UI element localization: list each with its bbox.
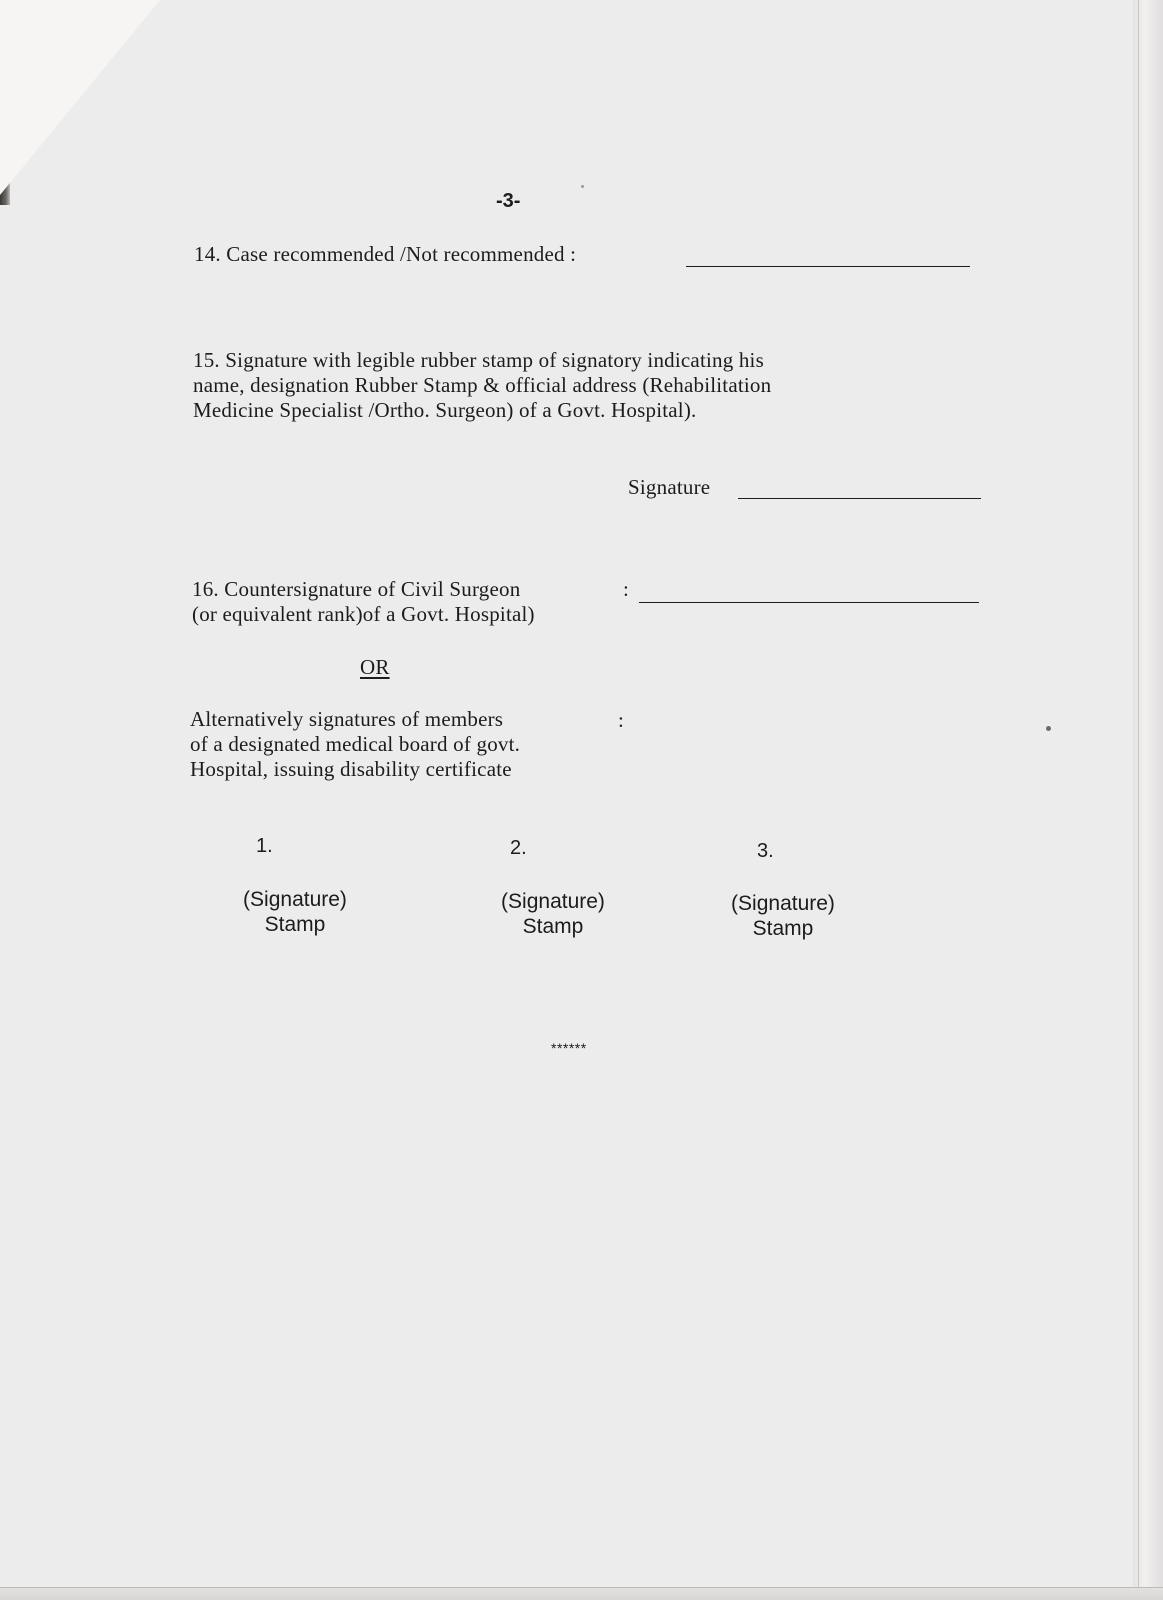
- stamp-placeholder: Stamp: [264, 913, 326, 936]
- member-number: 1.: [256, 835, 273, 857]
- member-number: 2.: [510, 837, 527, 859]
- item-16-colon: :: [623, 577, 630, 601]
- item-15-line: 15. Signature with legible rubber stamp of signatory indicating his: [193, 348, 764, 372]
- page-edge-line: [1138, 0, 1139, 1600]
- item-16-line: (or equivalent rank)of a Govt. Hospital): [192, 602, 535, 626]
- alternative-colon: :: [618, 708, 625, 732]
- stamp-placeholder: Stamp: [522, 915, 584, 938]
- item-14-label: 14. Case recommended /Not recommended :: [194, 242, 577, 266]
- item-14-answer-line: [686, 266, 970, 267]
- item-16-line: 16. Countersignature of Civil Surgeon: [192, 577, 521, 601]
- alternative-line: Hospital, issuing disability certificate: [190, 757, 512, 781]
- end-of-document-mark: ******: [551, 1040, 587, 1056]
- alternative-line: of a designated medical board of govt.: [190, 732, 521, 756]
- signature-placeholder: (Signature): [731, 892, 835, 915]
- countersignature-line: [639, 602, 979, 603]
- folded-corner: [0, 0, 160, 195]
- member-number: 3.: [757, 840, 774, 862]
- alternative-line: Alternatively signatures of members: [190, 707, 504, 731]
- page-edge-bottom: [0, 1588, 1163, 1600]
- member-signature-block: [483, 889, 623, 939]
- page-number: -3-: [496, 190, 521, 212]
- item-15-line: Medicine Specialist /Ortho. Surgeon) of a Govt. Hospital).: [193, 398, 697, 422]
- member-signature-block: [225, 887, 365, 937]
- signature-label: Signature: [628, 475, 711, 499]
- signature-placeholder: (Signature): [243, 888, 347, 911]
- scan-speck: [1046, 726, 1051, 731]
- stamp-placeholder: Stamp: [752, 917, 814, 940]
- or-label: OR: [360, 655, 390, 679]
- scan-speck: [581, 185, 584, 188]
- item-15-line: name, designation Rubber Stamp & official address (Rehabilitation: [193, 373, 772, 397]
- signature-placeholder: (Signature): [501, 890, 605, 913]
- member-signature-block: [713, 891, 853, 941]
- signature-line: [738, 498, 981, 499]
